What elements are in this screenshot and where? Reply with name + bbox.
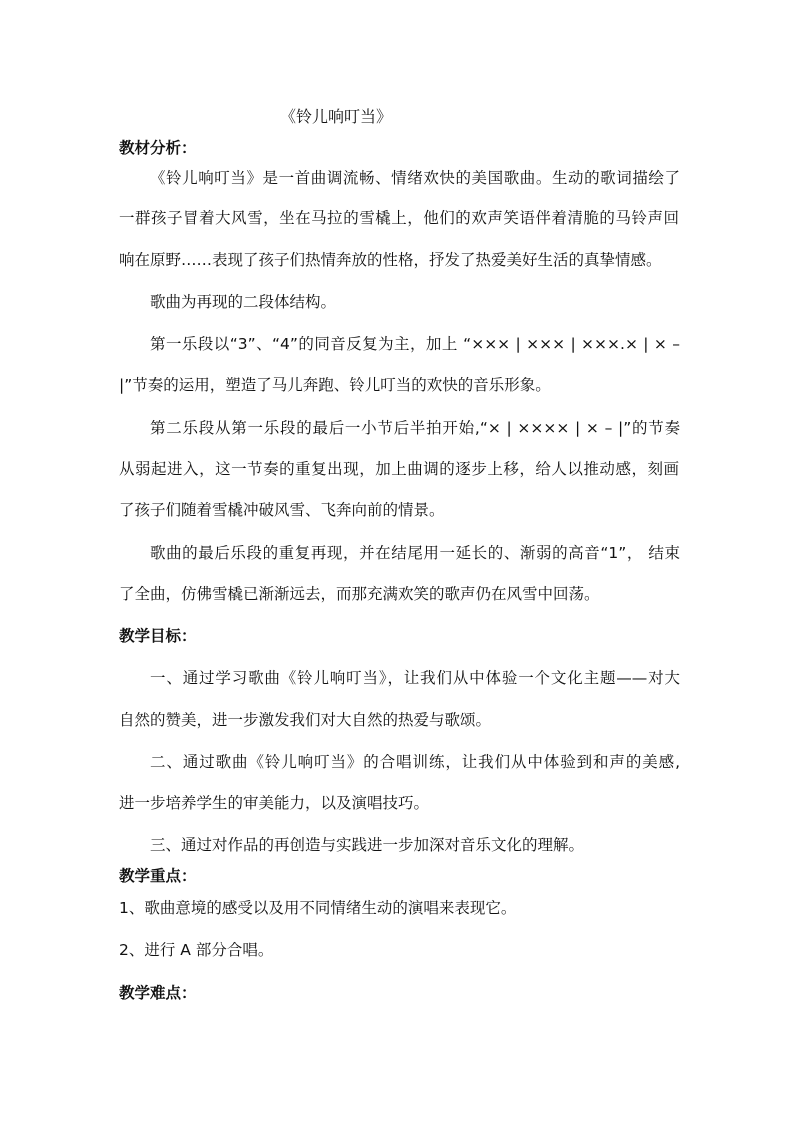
heading-goals: 教学目标：: [119, 627, 197, 645]
analysis-line-3: 响在原野……表现了孩子们热情奔放的性格，抒发了热爱美好生活的真挚情感。: [119, 251, 662, 269]
analysis-line-8: 从弱起进入，这一节奏的重复出现，加上曲调的逐步上移，给人以推动感，刻画: [119, 460, 679, 478]
analysis-line-2: 一群孩子冒着大风雪，坐在马拉的雪橇上，他们的欢声笑语伴着清脆的马铃声回: [119, 209, 679, 227]
analysis-line-1: 《铃儿响叮当》是一首曲调流畅、情绪欢快的美国歌曲。生动的歌词描绘了: [150, 169, 680, 187]
goals-line-5: 三、通过对作品的再创造与实践进一步加深对音乐文化的理解。: [150, 836, 585, 854]
focus-line-2: 2、进行 A 部分合唱。: [119, 941, 274, 959]
heading-difficulty: 教学难点：: [119, 984, 197, 1002]
document-title: 《铃儿响叮当》: [280, 107, 393, 126]
goals-line-2: 自然的赞美，进一步激发我们对大自然的热爱与歌颂。: [119, 711, 492, 729]
goals-line-4: 进一步培养学生的审美能力，以及演唱技巧。: [119, 794, 430, 812]
focus-line-1: 1、歌曲意境的感受以及用不同情绪生动的演唱来表现它。: [119, 899, 517, 917]
goals-line-3: 二、通过歌曲《铃儿响叮当》的合唱训练，让我们从中体验到和声的美感,: [150, 753, 680, 771]
analysis-line-9: 了孩子们随着雪橇冲破风雪、飞奔向前的情景。: [119, 501, 445, 519]
analysis-line-10: 歌曲的最后乐段的重复再现，并在结尾用一延长的、渐弱的高音“1”， 结束: [150, 544, 680, 562]
analysis-line-5: 第一乐段以“3”、“4”的同音反复为主，加上 “××× | ××× | ×××.× | × –: [150, 335, 680, 353]
analysis-line-7: 第二乐段从第一乐段的最后一小节后半拍开始,“× | ×××× | × – |”的节奏: [150, 419, 680, 437]
analysis-line-4: 歌曲为再现的二段体结构。: [150, 293, 337, 311]
analysis-line-11: 了全曲，仿佛雪橇已渐渐远去，而那充满欢笑的歌声仍在风雪中回荡。: [119, 585, 600, 603]
goals-line-1: 一、通过学习歌曲《铃儿响叮当》，让我们从中体验一个文化主题——对大: [150, 669, 680, 687]
heading-analysis: 教材分析：: [119, 139, 197, 157]
heading-focus: 教学重点：: [119, 867, 197, 885]
analysis-line-6: |”节奏的运用，塑造了马儿奔跑、铃儿叮当的欢快的音乐形象。: [119, 376, 551, 394]
